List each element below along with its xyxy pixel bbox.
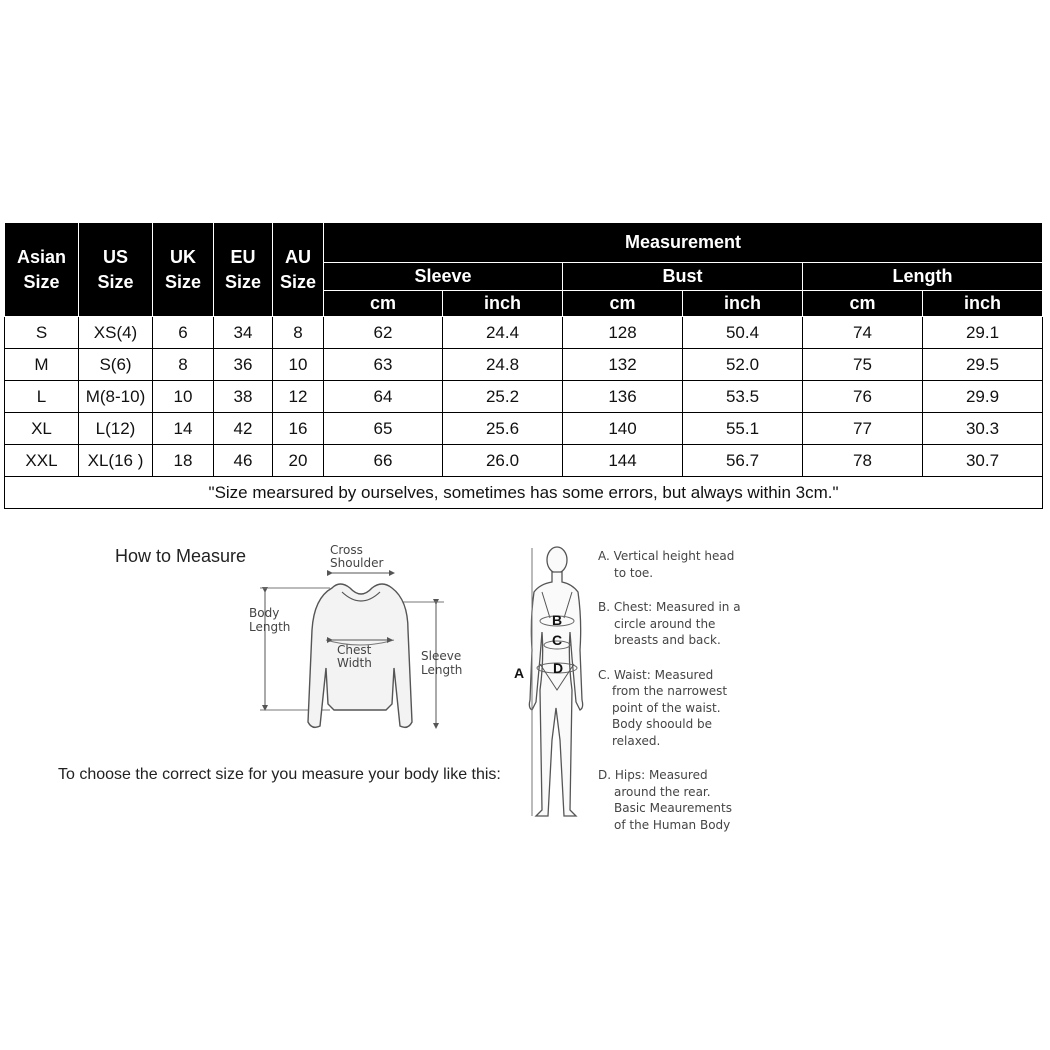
table-cell: 16: [273, 413, 324, 445]
header-bust: Bust: [563, 263, 803, 291]
header-length: Length: [803, 263, 1043, 291]
human-body-icon: [529, 547, 582, 816]
table-cell: 20: [273, 445, 324, 477]
cross-shoulder-label-1: Cross: [330, 543, 363, 557]
table-cell: 56.7: [683, 445, 803, 477]
table-cell: XS(4): [79, 317, 153, 349]
table-cell: 65: [324, 413, 443, 445]
table-cell: M: [5, 349, 79, 381]
header-asian-size: Asian Size: [5, 223, 79, 317]
table-cell: 36: [214, 349, 273, 381]
table-cell: 24.4: [443, 317, 563, 349]
table-cell: 6: [153, 317, 214, 349]
choose-size-instruction: To choose the correct size for you measure your body like this:: [58, 766, 501, 783]
table-cell: 74: [803, 317, 923, 349]
body-diagram: [510, 540, 600, 825]
table-cell: 140: [563, 413, 683, 445]
size-table-body: [5, 317, 1043, 477]
table-cell: M(8-10): [79, 381, 153, 413]
table-cell: 76: [803, 381, 923, 413]
table-cell: 12: [273, 381, 324, 413]
table-cell: 77: [803, 413, 923, 445]
table-cell: 46: [214, 445, 273, 477]
table-cell: L(12): [79, 413, 153, 445]
header-unit: inch: [443, 291, 563, 317]
table-row: [5, 317, 1043, 349]
table-cell: 26.0: [443, 445, 563, 477]
table-cell: 53.5: [683, 381, 803, 413]
table-cell: 29.9: [923, 381, 1043, 413]
table-cell: 52.0: [683, 349, 803, 381]
table-cell: 29.1: [923, 317, 1043, 349]
table-row: [5, 349, 1043, 381]
table-cell: 30.3: [923, 413, 1043, 445]
table-cell: L: [5, 381, 79, 413]
chest-width-label-1: Chest: [337, 643, 372, 657]
header-unit: cm: [563, 291, 683, 317]
body-length-label-1: Body: [249, 606, 280, 620]
size-chart-table: [4, 222, 1043, 509]
table-cell: 14: [153, 413, 214, 445]
table-cell: 42: [214, 413, 273, 445]
table-note: "Size mearsured by ourselves, sometimes has some errors, but always within 3cm.": [5, 477, 1043, 509]
letter-a: A: [514, 665, 525, 681]
table-cell: 78: [803, 445, 923, 477]
chest-width-label-2: Width: [337, 656, 372, 670]
sleeve-length-label-2: Length: [421, 663, 463, 677]
header-unit: inch: [923, 291, 1043, 317]
table-cell: 24.8: [443, 349, 563, 381]
how-to-measure-title: How to Measure: [115, 546, 247, 566]
header-measurement: Measurement: [324, 223, 1043, 263]
table-cell: 75: [803, 349, 923, 381]
table-cell: XL(16 ): [79, 445, 153, 477]
table-cell: 144: [563, 445, 683, 477]
header-sleeve: Sleeve: [324, 263, 563, 291]
sleeve-length-label-1: Sleeve: [421, 649, 462, 663]
table-cell: 64: [324, 381, 443, 413]
table-cell: 50.4: [683, 317, 803, 349]
table-cell: 8: [273, 317, 324, 349]
table-cell: 8: [153, 349, 214, 381]
letter-c: C: [552, 632, 563, 648]
table-cell: 63: [324, 349, 443, 381]
table-cell: S(6): [79, 349, 153, 381]
table-cell: 10: [273, 349, 324, 381]
letter-d: D: [553, 660, 564, 676]
header-eu-size: EU Size: [214, 223, 273, 317]
letter-b: B: [552, 612, 563, 628]
table-row: [5, 413, 1043, 445]
table-row: [5, 445, 1043, 477]
table-cell: 18: [153, 445, 214, 477]
header-us-size: US Size: [79, 223, 153, 317]
table-cell: 128: [563, 317, 683, 349]
table-cell: 34: [214, 317, 273, 349]
table-cell: 66: [324, 445, 443, 477]
table-row: [5, 381, 1043, 413]
header-au-size: AU Size: [273, 223, 324, 317]
header-unit: cm: [324, 291, 443, 317]
shirt-diagram: [240, 540, 480, 740]
table-cell: 25.2: [443, 381, 563, 413]
table-cell: XL: [5, 413, 79, 445]
table-cell: 25.6: [443, 413, 563, 445]
table-cell: 55.1: [683, 413, 803, 445]
note-hips: D. Hips: Measured around the rear. Basic Meaurements of the Human Body: [598, 768, 732, 832]
table-cell: 136: [563, 381, 683, 413]
note-vertical-height: A. Vertical height head to toe.: [598, 549, 735, 580]
table-cell: 38: [214, 381, 273, 413]
table-cell: XXL: [5, 445, 79, 477]
header-uk-size: UK Size: [153, 223, 214, 317]
table-cell: S: [5, 317, 79, 349]
header-unit: inch: [683, 291, 803, 317]
table-cell: 29.5: [923, 349, 1043, 381]
measurement-notes: [598, 548, 778, 851]
note-waist: C. Waist: Measured from the narrowest point of the waist. Body shoould be relaxed.: [598, 667, 728, 748]
header-unit: cm: [803, 291, 923, 317]
table-cell: 132: [563, 349, 683, 381]
table-cell: 62: [324, 317, 443, 349]
cross-shoulder-label-2: Shoulder: [330, 556, 384, 570]
body-length-label-2: Length: [249, 620, 291, 634]
note-chest: B. Chest: Measured in a circle around the breasts and back.: [598, 600, 741, 647]
table-cell: 30.7: [923, 445, 1043, 477]
table-cell: 10: [153, 381, 214, 413]
